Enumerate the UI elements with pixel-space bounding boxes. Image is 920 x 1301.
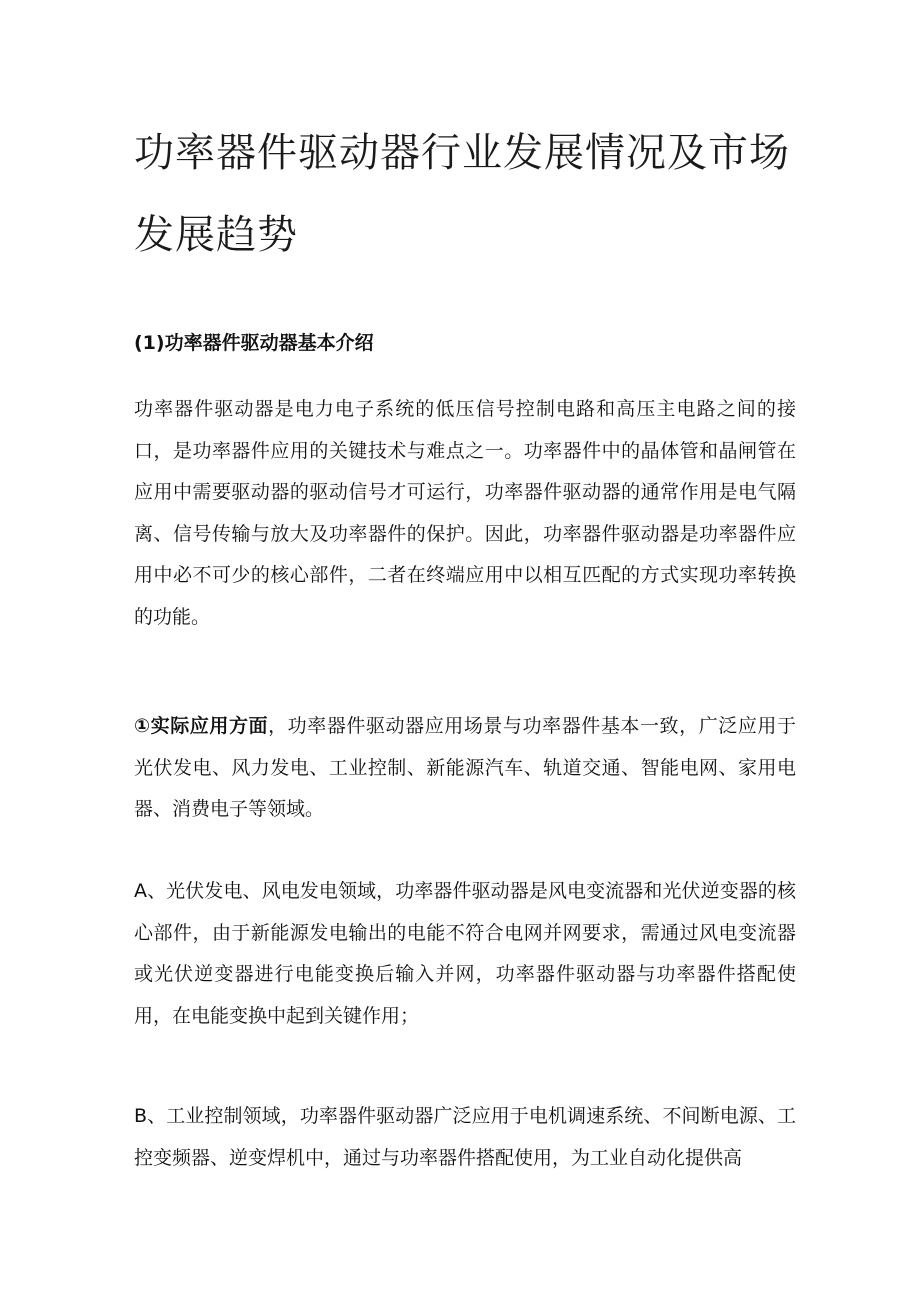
document-title: 功率器件驱动器行业发展情况及市场发展趋势 <box>134 130 790 258</box>
paragraph-application <box>134 706 796 831</box>
paragraph-application-text: ，功率器件驱动器应用场景与功率器件基本一致，广泛应用于光伏发电、风力发电、工业控制、新能源汽车、轨道交通、智能电网、家用电器、消费电子等领域。 <box>134 715 796 820</box>
paragraph-industrial: B、工业控制领域，功率器件驱动器广泛应用于电机调速系统、不间断电源、工控变频器、逆变焊机中，通过与功率器件搭配使用，为工业自动化提供高 <box>134 1105 796 1169</box>
paragraph-intro: 功率器件驱动器是电力电子系统的低压信号控制电路和高压主电路之间的接口，是功率器件应用的关键技术与难点之一。功率器件中的晶体管和晶闸管在应用中需要驱动器的驱动信号才可运行，功率器件驱动器的通常作用是电气隔离、信号传输与放大及功率器件的保护。因此，功率器件驱动器是功率器件应用中必不可少的核心部件，二者在终端应用中以相互匹配的方式实现功率转换的功能。 <box>134 398 796 628</box>
paragraph-application-lead: ①实际应用方面 <box>134 715 269 737</box>
paragraph-pv-wind: A、光伏发电、风电发电领域，功率器件驱动器是风电变流器和光伏逆变器的核心部件，由于新能源发电输出的电能不符合电网并网要求，需通过风电变流器或光伏逆变器进行电能变换后输入并网，功率器件驱动器与功率器件搭配使用，在电能变换中起到关键作用； <box>134 880 796 1027</box>
section-heading: (1)功率器件驱动器基本介绍 <box>134 332 374 354</box>
